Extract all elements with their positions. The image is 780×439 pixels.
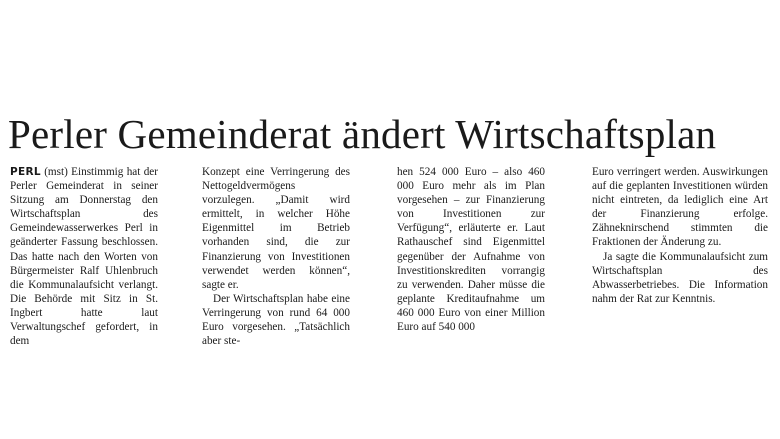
article-headline: Perler Gemeinderat ändert Wirtschaftsplan bbox=[8, 111, 717, 157]
paragraph: hen 524 000 Euro – also 460 000 Euro mehr als im Plan vorgesehen – zur Finanzierung von Investitionen zur Verfügung“, erläuterte er. Laut Rathauschef sind Eigenmittel gegenüber der Aufnahme von Investitionskrediten vorrangig zu verwenden. Daher müsse die geplante Kreditaufnahme um 460 000 Euro von einer Million Euro auf 540 000 bbox=[397, 166, 545, 334]
paragraph: Konzept eine Verringerung des Nettogeldvermögens vorzulegen. „Damit wird ermittelt, in welcher Höhe Eigenmittel im Betrieb vorhanden sind, die zur Finanzierung von Investitionen verwendet werden können“, sagte er. bbox=[202, 166, 350, 291]
article-column-4 bbox=[592, 165, 768, 306]
article-column-3 bbox=[397, 165, 545, 334]
paragraph: Euro verringert werden. Auswirkungen auf die geplanten Investitionen würden nicht eintreten, da lediglich eine Art der Finanzierung erfolge. Zähneknirschend stimmten die Fraktionen der Änderung zu. bbox=[592, 166, 768, 249]
article-column-2 bbox=[202, 165, 350, 348]
paragraph bbox=[10, 165, 158, 348]
article-column-1 bbox=[10, 165, 158, 348]
dateline: PERL bbox=[10, 166, 41, 178]
paragraph: Der Wirtschaftsplan habe eine Verringerung von rund 64 000 Euro vorgesehen. „Tatsächlich aber ste- bbox=[202, 292, 350, 348]
paragraph-text: (mst) Einstimmig hat der Perler Gemeinderat in seiner Sitzung am Donnerstag den Wirtschaftsplan des Gemeindewasserwerkes Perl in geänderter Fassung beschlossen. Das hatte nach den Worten von Bürgermeister Ralf Uhlenbruch die Kommunalaufsicht verlangt. Die Behörde mit Sitz in St. Ingbert hatte laut Verwaltungschef gefordert, in dem bbox=[10, 166, 158, 348]
paragraph: Ja sagte die Kommunalaufsicht zum Wirtschaftsplan des Abwasserbetriebes. Die Information nahm der Rat zur Kenntnis. bbox=[592, 250, 768, 305]
